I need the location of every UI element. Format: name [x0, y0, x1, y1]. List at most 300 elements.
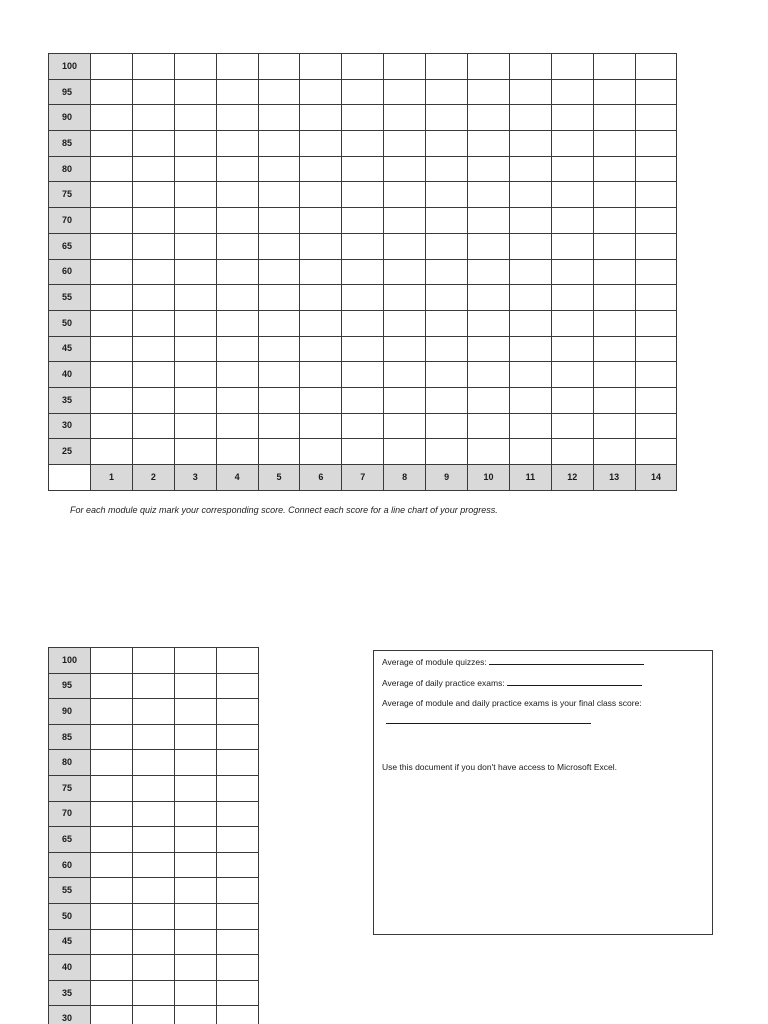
- bottom_chart-score-cell[interactable]: [217, 929, 259, 955]
- bottom_chart-score-cell[interactable]: [91, 903, 133, 929]
- top_chart-score-cell[interactable]: [132, 362, 174, 388]
- top_chart-score-cell[interactable]: [509, 156, 551, 182]
- top_chart-score-cell[interactable]: [174, 79, 216, 105]
- bottom_chart-score-cell[interactable]: [217, 673, 259, 699]
- top_chart-score-cell[interactable]: [635, 362, 677, 388]
- bottom_chart-score-cell[interactable]: [217, 955, 259, 981]
- top_chart-score-cell[interactable]: [551, 362, 593, 388]
- top_chart-score-cell[interactable]: [91, 362, 133, 388]
- top_chart-score-cell[interactable]: [258, 259, 300, 285]
- top_chart-score-cell[interactable]: [132, 54, 174, 80]
- top_chart-score-cell[interactable]: [91, 182, 133, 208]
- top_chart-score-cell[interactable]: [132, 310, 174, 336]
- top_chart-score-cell[interactable]: [300, 182, 342, 208]
- top_chart-score-cell[interactable]: [258, 131, 300, 157]
- bottom_chart-score-cell[interactable]: [91, 980, 133, 1006]
- top_chart-score-cell[interactable]: [342, 413, 384, 439]
- top_chart-y-label: 80: [49, 156, 91, 182]
- top_chart-score-cell[interactable]: [174, 233, 216, 259]
- top_chart-score-cell[interactable]: [384, 79, 426, 105]
- top_chart-score-cell[interactable]: [300, 54, 342, 80]
- top_chart-score-cell[interactable]: [509, 362, 551, 388]
- top_chart-score-cell[interactable]: [216, 156, 258, 182]
- top_chart-score-cell[interactable]: [384, 156, 426, 182]
- top_chart-score-cell[interactable]: [384, 387, 426, 413]
- top_chart-score-cell[interactable]: [468, 439, 510, 465]
- top_chart-score-cell[interactable]: [174, 208, 216, 234]
- bottom_chart-score-cell[interactable]: [217, 903, 259, 929]
- top_chart-score-cell[interactable]: [593, 285, 635, 311]
- top_chart-score-cell[interactable]: [635, 439, 677, 465]
- bottom_chart-score-cell[interactable]: [217, 775, 259, 801]
- bottom_chart-score-cell[interactable]: [175, 852, 217, 878]
- top_chart-score-cell[interactable]: [342, 208, 384, 234]
- top_chart-score-cell[interactable]: [258, 182, 300, 208]
- top_chart-score-cell[interactable]: [300, 387, 342, 413]
- bottom_chart-score-cell[interactable]: [133, 955, 175, 981]
- top_chart-score-cell[interactable]: [468, 413, 510, 439]
- bottom_chart-score-cell[interactable]: [91, 878, 133, 904]
- bottom_chart-score-cell[interactable]: [175, 801, 217, 827]
- final-score-blank[interactable]: [386, 723, 591, 724]
- top_chart-score-cell[interactable]: [258, 336, 300, 362]
- top_chart-score-cell[interactable]: [342, 156, 384, 182]
- top_chart-score-cell[interactable]: [132, 156, 174, 182]
- top_chart-score-cell[interactable]: [384, 233, 426, 259]
- top_chart-score-cell[interactable]: [635, 105, 677, 131]
- top_chart-score-cell[interactable]: [468, 131, 510, 157]
- top_chart-score-cell[interactable]: [384, 208, 426, 234]
- top_chart-score-cell[interactable]: [216, 413, 258, 439]
- top_chart-score-cell[interactable]: [551, 233, 593, 259]
- top_chart-score-cell[interactable]: [174, 336, 216, 362]
- top_chart-score-cell[interactable]: [593, 54, 635, 80]
- top_chart-score-cell[interactable]: [216, 439, 258, 465]
- bottom_chart-y-label: 90: [49, 699, 91, 725]
- exam-average-blank[interactable]: [507, 677, 642, 686]
- top_chart-score-cell[interactable]: [258, 362, 300, 388]
- top_chart-score-cell[interactable]: [509, 105, 551, 131]
- bottom_chart-score-cell[interactable]: [175, 648, 217, 674]
- top_chart-score-cell[interactable]: [635, 131, 677, 157]
- top_chart-score-cell[interactable]: [384, 54, 426, 80]
- top_chart-score-cell[interactable]: [258, 387, 300, 413]
- top_chart-score-cell[interactable]: [468, 285, 510, 311]
- top_chart-score-cell[interactable]: [91, 233, 133, 259]
- top_chart-score-cell[interactable]: [91, 131, 133, 157]
- top_chart-score-cell[interactable]: [509, 387, 551, 413]
- bottom_chart-score-cell[interactable]: [217, 750, 259, 776]
- top_chart-score-cell[interactable]: [509, 310, 551, 336]
- top_chart-score-cell[interactable]: [91, 336, 133, 362]
- top_chart-score-cell[interactable]: [426, 105, 468, 131]
- top_chart-score-cell[interactable]: [468, 54, 510, 80]
- bottom_chart-score-cell[interactable]: [133, 929, 175, 955]
- exam-score-grid: [48, 647, 259, 1024]
- top_chart-score-cell[interactable]: [91, 208, 133, 234]
- top_chart-score-cell[interactable]: [132, 413, 174, 439]
- bottom_chart-score-cell[interactable]: [133, 827, 175, 853]
- top_chart-score-cell[interactable]: [551, 413, 593, 439]
- top_chart-score-cell[interactable]: [426, 233, 468, 259]
- top_chart-score-cell[interactable]: [468, 387, 510, 413]
- bottom_chart-score-cell[interactable]: [133, 801, 175, 827]
- top_chart-score-cell[interactable]: [342, 259, 384, 285]
- bottom_chart-score-cell[interactable]: [175, 750, 217, 776]
- top_chart-score-cell[interactable]: [426, 131, 468, 157]
- top_chart-score-cell[interactable]: [593, 362, 635, 388]
- top_chart-score-cell[interactable]: [593, 439, 635, 465]
- top_chart-score-cell[interactable]: [342, 336, 384, 362]
- top_chart-score-cell[interactable]: [132, 439, 174, 465]
- top_chart-score-cell[interactable]: [174, 105, 216, 131]
- top_chart-score-cell[interactable]: [426, 79, 468, 105]
- top_chart-score-cell[interactable]: [174, 259, 216, 285]
- top_chart-score-cell[interactable]: [468, 259, 510, 285]
- top_chart-x-label: 1: [91, 465, 133, 491]
- top_chart-x-label: 13: [593, 465, 635, 491]
- top_chart-score-cell[interactable]: [91, 387, 133, 413]
- top_chart-score-cell[interactable]: [216, 387, 258, 413]
- top_chart-score-cell[interactable]: [91, 285, 133, 311]
- top_chart-score-cell[interactable]: [91, 105, 133, 131]
- top_chart-score-cell[interactable]: [384, 362, 426, 388]
- top_chart-score-cell[interactable]: [551, 54, 593, 80]
- top_chart-score-cell[interactable]: [635, 233, 677, 259]
- top_chart-score-cell[interactable]: [174, 387, 216, 413]
- top_chart-score-cell[interactable]: [551, 131, 593, 157]
- bottom_chart-score-cell[interactable]: [91, 852, 133, 878]
- top_chart-score-cell[interactable]: [635, 79, 677, 105]
- bottom_chart-score-cell[interactable]: [133, 878, 175, 904]
- top_chart-score-cell[interactable]: [426, 310, 468, 336]
- bottom_chart-score-cell[interactable]: [175, 929, 217, 955]
- top_chart-score-cell[interactable]: [91, 413, 133, 439]
- top_chart-score-cell[interactable]: [384, 310, 426, 336]
- top_chart-score-cell[interactable]: [300, 156, 342, 182]
- top_chart-score-cell[interactable]: [384, 259, 426, 285]
- top_chart-score-cell[interactable]: [216, 259, 258, 285]
- top_chart-score-cell[interactable]: [174, 310, 216, 336]
- top_chart-score-cell[interactable]: [426, 362, 468, 388]
- top_chart-score-cell[interactable]: [384, 336, 426, 362]
- bottom_chart-score-cell[interactable]: [175, 827, 217, 853]
- top_chart-score-cell[interactable]: [468, 79, 510, 105]
- top_chart-score-cell[interactable]: [342, 131, 384, 157]
- top_chart-score-cell[interactable]: [426, 336, 468, 362]
- top_chart-score-cell[interactable]: [509, 285, 551, 311]
- bottom_chart-row: [49, 827, 259, 853]
- top_chart-score-cell[interactable]: [132, 79, 174, 105]
- bottom_chart-score-cell[interactable]: [175, 955, 217, 981]
- top_chart-score-cell[interactable]: [551, 285, 593, 311]
- top_chart-score-cell[interactable]: [174, 413, 216, 439]
- top_chart-score-cell[interactable]: [384, 413, 426, 439]
- bottom_chart-score-cell[interactable]: [175, 980, 217, 1006]
- top_chart-score-cell[interactable]: [593, 131, 635, 157]
- top_chart-score-cell[interactable]: [509, 208, 551, 234]
- top_chart-score-cell[interactable]: [635, 259, 677, 285]
- top_chart-score-cell[interactable]: [551, 156, 593, 182]
- top_chart-score-cell[interactable]: [216, 336, 258, 362]
- top_chart-score-cell[interactable]: [426, 156, 468, 182]
- top_chart-score-cell[interactable]: [342, 54, 384, 80]
- bottom_chart-score-cell[interactable]: [217, 648, 259, 674]
- top_chart-score-cell[interactable]: [216, 105, 258, 131]
- top_chart-score-cell[interactable]: [426, 259, 468, 285]
- top_chart-score-cell[interactable]: [300, 259, 342, 285]
- top_chart-score-cell[interactable]: [593, 413, 635, 439]
- bottom_chart-score-cell[interactable]: [175, 1006, 217, 1024]
- top_chart-score-cell[interactable]: [91, 156, 133, 182]
- top_chart-score-cell[interactable]: [300, 105, 342, 131]
- top_chart-score-cell[interactable]: [216, 79, 258, 105]
- top_chart-score-cell[interactable]: [635, 182, 677, 208]
- top_chart-score-cell[interactable]: [300, 208, 342, 234]
- bottom_chart-score-cell[interactable]: [91, 801, 133, 827]
- bottom_chart-score-cell[interactable]: [217, 1006, 259, 1024]
- top_chart-score-cell[interactable]: [509, 79, 551, 105]
- bottom_chart-score-cell[interactable]: [91, 750, 133, 776]
- bottom_chart-score-cell[interactable]: [91, 827, 133, 853]
- bottom_chart-score-cell[interactable]: [91, 955, 133, 981]
- top_chart-score-cell[interactable]: [300, 413, 342, 439]
- top_chart-score-cell[interactable]: [551, 105, 593, 131]
- top_chart-score-cell[interactable]: [509, 233, 551, 259]
- bottom_chart-score-cell[interactable]: [91, 724, 133, 750]
- top_chart-score-cell[interactable]: [174, 362, 216, 388]
- top_chart-score-cell[interactable]: [593, 233, 635, 259]
- top_chart-score-cell[interactable]: [300, 233, 342, 259]
- top_chart-score-cell[interactable]: [300, 310, 342, 336]
- top_chart-row: [49, 362, 677, 388]
- top_chart-score-cell[interactable]: [342, 233, 384, 259]
- top_chart-score-cell[interactable]: [300, 285, 342, 311]
- top_chart-score-cell[interactable]: [216, 208, 258, 234]
- bottom_chart-score-cell[interactable]: [91, 673, 133, 699]
- top_chart-score-cell[interactable]: [509, 336, 551, 362]
- bottom_chart-score-cell[interactable]: [91, 929, 133, 955]
- bottom_chart-score-cell[interactable]: [133, 750, 175, 776]
- top_chart-score-cell[interactable]: [216, 182, 258, 208]
- top_chart-score-cell[interactable]: [300, 131, 342, 157]
- top_chart-score-cell[interactable]: [426, 182, 468, 208]
- top_chart-score-cell[interactable]: [635, 310, 677, 336]
- top_chart-score-cell[interactable]: [551, 182, 593, 208]
- top_chart-score-cell[interactable]: [426, 439, 468, 465]
- top_chart-score-cell[interactable]: [593, 79, 635, 105]
- top_chart-score-cell[interactable]: [593, 105, 635, 131]
- bottom_chart-score-cell[interactable]: [175, 673, 217, 699]
- bottom_chart-score-cell[interactable]: [217, 852, 259, 878]
- top_chart-score-cell[interactable]: [132, 105, 174, 131]
- top_chart-score-cell[interactable]: [593, 310, 635, 336]
- bottom_chart-score-cell[interactable]: [91, 1006, 133, 1024]
- top_chart-score-cell[interactable]: [593, 259, 635, 285]
- top_chart-score-cell[interactable]: [174, 285, 216, 311]
- bottom_chart-score-cell[interactable]: [217, 878, 259, 904]
- top_chart-score-cell[interactable]: [593, 336, 635, 362]
- top_chart-score-cell[interactable]: [258, 105, 300, 131]
- top_chart-score-cell[interactable]: [426, 285, 468, 311]
- top_chart-score-cell[interactable]: [91, 79, 133, 105]
- top_chart-score-cell[interactable]: [593, 208, 635, 234]
- top_chart-score-cell[interactable]: [342, 439, 384, 465]
- top_chart-y-label: 35: [49, 387, 91, 413]
- bottom_chart-score-cell[interactable]: [133, 852, 175, 878]
- top_chart-score-cell[interactable]: [300, 79, 342, 105]
- top_chart-score-cell[interactable]: [132, 233, 174, 259]
- top_chart-score-cell[interactable]: [551, 387, 593, 413]
- bottom_chart-score-cell[interactable]: [133, 699, 175, 725]
- top_chart-score-cell[interactable]: [258, 439, 300, 465]
- top_chart-score-cell[interactable]: [174, 131, 216, 157]
- top_chart-score-cell[interactable]: [426, 413, 468, 439]
- top_chart-score-cell[interactable]: [635, 208, 677, 234]
- top_chart-score-cell[interactable]: [342, 105, 384, 131]
- top_chart-score-cell[interactable]: [174, 439, 216, 465]
- top_chart-score-cell[interactable]: [300, 439, 342, 465]
- top_chart-score-cell[interactable]: [132, 208, 174, 234]
- bottom_chart-score-cell[interactable]: [175, 903, 217, 929]
- top_chart-score-cell[interactable]: [132, 285, 174, 311]
- bottom_chart-score-cell[interactable]: [133, 724, 175, 750]
- bottom_chart-y-label: 35: [49, 980, 91, 1006]
- top_chart-score-cell[interactable]: [342, 79, 384, 105]
- bottom_chart-score-cell[interactable]: [91, 699, 133, 725]
- bottom_chart-score-cell[interactable]: [175, 775, 217, 801]
- top_chart-score-cell[interactable]: [468, 182, 510, 208]
- top_chart-score-cell[interactable]: [468, 156, 510, 182]
- top_chart-score-cell[interactable]: [426, 387, 468, 413]
- top_chart-score-cell[interactable]: [593, 182, 635, 208]
- top_chart-score-cell[interactable]: [509, 413, 551, 439]
- top_chart-score-cell[interactable]: [342, 310, 384, 336]
- top_chart-score-cell[interactable]: [91, 310, 133, 336]
- bottom_chart-score-cell[interactable]: [91, 648, 133, 674]
- top_chart-score-cell[interactable]: [468, 208, 510, 234]
- top_chart-score-cell[interactable]: [258, 156, 300, 182]
- top_chart-score-cell[interactable]: [342, 387, 384, 413]
- top_chart-score-cell[interactable]: [635, 387, 677, 413]
- top_chart-score-cell[interactable]: [216, 310, 258, 336]
- bottom_chart-score-cell[interactable]: [175, 699, 217, 725]
- top_chart-x-label: 3: [174, 465, 216, 491]
- top_chart-score-cell[interactable]: [384, 131, 426, 157]
- top_chart-score-cell[interactable]: [551, 439, 593, 465]
- top_chart-score-cell[interactable]: [132, 182, 174, 208]
- top_chart-score-cell[interactable]: [174, 156, 216, 182]
- bottom_chart-score-cell[interactable]: [217, 827, 259, 853]
- top_chart-score-cell[interactable]: [551, 259, 593, 285]
- bottom_chart-score-cell[interactable]: [133, 648, 175, 674]
- top_chart-score-cell[interactable]: [258, 208, 300, 234]
- bottom_chart-score-cell[interactable]: [217, 801, 259, 827]
- bottom_chart-score-cell[interactable]: [133, 1006, 175, 1024]
- bottom_chart-score-cell[interactable]: [217, 980, 259, 1006]
- top_chart-score-cell[interactable]: [216, 285, 258, 311]
- top_chart-score-cell[interactable]: [216, 233, 258, 259]
- bottom_chart-score-cell[interactable]: [175, 724, 217, 750]
- top_chart-score-cell[interactable]: [258, 310, 300, 336]
- instruction-text: For each module quiz mark your corresponding score. Connect each score for a line chart of your progress.: [70, 505, 498, 515]
- top_chart-score-cell[interactable]: [132, 387, 174, 413]
- top_chart-score-cell[interactable]: [174, 54, 216, 80]
- top_chart-score-cell[interactable]: [91, 439, 133, 465]
- bottom_chart-score-cell[interactable]: [133, 903, 175, 929]
- top_chart-score-cell[interactable]: [635, 336, 677, 362]
- top_chart-score-cell[interactable]: [509, 54, 551, 80]
- top_chart-score-cell[interactable]: [551, 208, 593, 234]
- top_chart-score-cell[interactable]: [258, 54, 300, 80]
- bottom_chart-score-cell[interactable]: [217, 699, 259, 725]
- top_chart-score-cell[interactable]: [342, 285, 384, 311]
- top_chart-score-cell[interactable]: [174, 182, 216, 208]
- top_chart-score-cell[interactable]: [468, 336, 510, 362]
- top_chart-score-cell[interactable]: [426, 54, 468, 80]
- top_chart-score-cell[interactable]: [593, 387, 635, 413]
- quiz-average-blank[interactable]: [489, 656, 644, 665]
- top_chart-score-cell[interactable]: [258, 413, 300, 439]
- top_chart-score-cell[interactable]: [384, 285, 426, 311]
- top_chart-score-cell[interactable]: [635, 156, 677, 182]
- top_chart-score-cell[interactable]: [91, 259, 133, 285]
- top_chart-score-cell[interactable]: [635, 285, 677, 311]
- top_chart-score-cell[interactable]: [300, 336, 342, 362]
- top_chart-score-cell[interactable]: [468, 310, 510, 336]
- top_chart-score-cell[interactable]: [509, 259, 551, 285]
- top_chart-score-cell[interactable]: [258, 79, 300, 105]
- top_chart-score-cell[interactable]: [509, 439, 551, 465]
- bottom_chart-score-cell[interactable]: [91, 775, 133, 801]
- top_chart-score-cell[interactable]: [635, 54, 677, 80]
- bottom_chart-score-cell[interactable]: [133, 980, 175, 1006]
- top_chart-score-cell[interactable]: [258, 233, 300, 259]
- top_chart-score-cell[interactable]: [216, 362, 258, 388]
- top_chart-score-cell[interactable]: [91, 54, 133, 80]
- top_chart-score-cell[interactable]: [551, 79, 593, 105]
- top_chart-score-cell[interactable]: [468, 105, 510, 131]
- top_chart-score-cell[interactable]: [342, 182, 384, 208]
- top_chart-score-cell[interactable]: [468, 362, 510, 388]
- top_chart-score-cell[interactable]: [132, 336, 174, 362]
- bottom_chart-score-cell[interactable]: [175, 878, 217, 904]
- top_chart-score-cell[interactable]: [468, 233, 510, 259]
- top_chart-score-cell[interactable]: [384, 182, 426, 208]
- top_chart-score-cell[interactable]: [342, 362, 384, 388]
- top_chart-score-cell[interactable]: [384, 439, 426, 465]
- top_chart-score-cell[interactable]: [551, 310, 593, 336]
- top_chart-score-cell[interactable]: [258, 285, 300, 311]
- bottom_chart-score-cell[interactable]: [133, 673, 175, 699]
- top_chart-score-cell[interactable]: [593, 156, 635, 182]
- top_chart-score-cell[interactable]: [509, 131, 551, 157]
- top_chart-score-cell[interactable]: [509, 182, 551, 208]
- top_chart-score-cell[interactable]: [635, 413, 677, 439]
- top_chart-row: [49, 336, 677, 362]
- top_chart-score-cell[interactable]: [132, 131, 174, 157]
- top_chart-score-cell[interactable]: [300, 362, 342, 388]
- bottom_chart-y-label: 85: [49, 724, 91, 750]
- top_chart-score-cell[interactable]: [551, 336, 593, 362]
- top_chart-score-cell[interactable]: [216, 54, 258, 80]
- top_chart-score-cell[interactable]: [216, 131, 258, 157]
- top_chart-score-cell[interactable]: [132, 259, 174, 285]
- top_chart-score-cell[interactable]: [384, 105, 426, 131]
- bottom_chart-score-cell[interactable]: [133, 775, 175, 801]
- top_chart-score-cell[interactable]: [426, 208, 468, 234]
- bottom_chart-score-cell[interactable]: [217, 724, 259, 750]
